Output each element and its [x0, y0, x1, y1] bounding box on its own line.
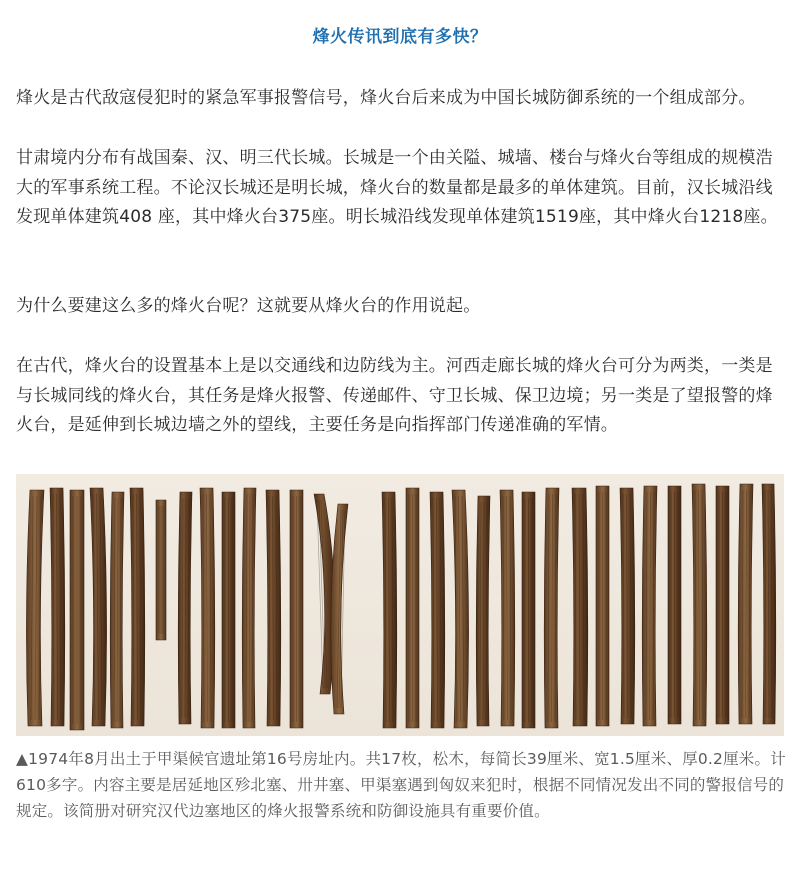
paragraph-1: 烽火是古代敌寇侵犯时的紧急军事报警信号，烽火台后来成为中国长城防御系统的一个组成部分。 — [16, 88, 756, 108]
photo-caption: ▲1974年8月出土于甲渠候官遗址第16号房址内。共17枚，松木，每简长39厘米、宽1.5厘米、厚0.2厘米。计610多字。内容主要是居延地区殄北塞、卅井塞、甲渠塞遇到匈奴来犯时，根据不同情况发出不同的警报信号的规定。该简册对研究汉代边塞地区的烽火报警系统和防御设施具有重要价值。 — [16, 750, 786, 820]
bamboo-slips-photo — [16, 474, 784, 736]
paragraph-3: 为什么要建这么多的烽火台呢？这就要从烽火台的作用说起。 — [16, 296, 481, 316]
paragraph-2: 甘肃境内分布有战国秦、汉、明三代长城。长城是一个由关隘、城墙、楼台与烽火台等组成的规模浩大的军事系统工程。不论汉长城还是明长城，烽火台的数量都是最多的单体建筑。目前，汉长城沿线发现单体建筑408 座，其中烽火台375座。明长城沿线发现单体建筑1519座，其中烽火台1218座。 — [16, 148, 778, 227]
article-title: 烽火传讯到底有多快？ — [312, 27, 488, 47]
paragraph-4: 在古代，烽火台的设置基本上是以交通线和边防线为主。河西走廊长城的烽火台可分为两类，一类是与长城同线的烽火台，其任务是烽火报警、传递邮件、守卫长城、保卫边境；另一类是了望报警的烽火台，是延伸到长城边墙之外的望线，主要任务是向指挥部门传递准确的军情。 — [16, 356, 773, 435]
bamboo-slips-image — [16, 474, 784, 736]
